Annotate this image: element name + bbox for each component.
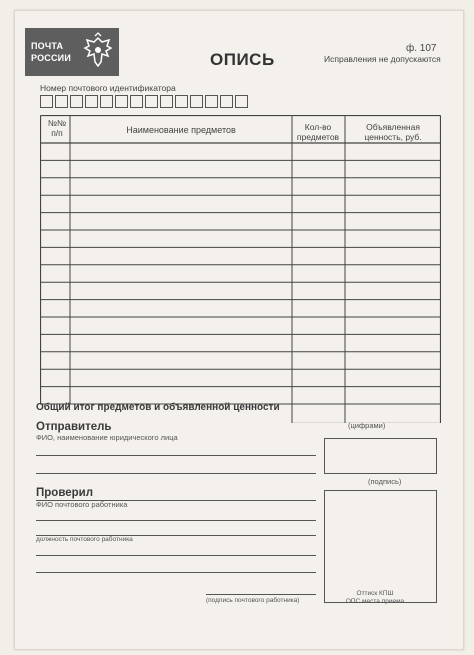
column-header-number (44, 118, 70, 138)
total-label: Общий итог предметов и объявленной ценности (36, 402, 280, 413)
tracking-id-label: Номер почтового идентификатора (40, 83, 176, 93)
page-title: ОПИСЬ (210, 50, 275, 69)
tracking-id-box[interactable] (235, 95, 248, 108)
tracking-id-box[interactable] (160, 95, 173, 108)
position-line-2[interactable] (36, 572, 316, 573)
tracking-id-box[interactable] (190, 95, 203, 108)
sender-heading: Отправитель (36, 421, 112, 433)
tracking-id-box[interactable] (145, 95, 158, 108)
items-table (40, 115, 441, 423)
column-header-name-text: Наименование предметов (126, 125, 236, 135)
russian-post-logo (25, 28, 119, 76)
position-caption: должность почтового работника (36, 536, 133, 543)
column-header-name (72, 125, 290, 135)
form-number: ф. 107 (406, 43, 437, 54)
tracking-id-box[interactable] (85, 95, 98, 108)
eagle-emblem-icon (81, 32, 115, 72)
sender-name-line-1[interactable] (36, 455, 316, 456)
tracking-id-box[interactable] (100, 95, 113, 108)
checked-subtitle: ФИО почтового работника (36, 500, 128, 509)
sender-signature-box[interactable] (324, 438, 437, 474)
tracking-id-box[interactable] (175, 95, 188, 108)
signature-caption: (подпись) (368, 477, 402, 486)
tracking-id-box[interactable] (220, 95, 233, 108)
sender-name-line-2[interactable] (36, 473, 316, 474)
post-office-stamp-box[interactable] (324, 490, 437, 603)
tracking-id-box[interactable] (55, 95, 68, 108)
position-line-1[interactable] (36, 555, 316, 556)
items-table-grid (40, 115, 441, 423)
sender-subtitle: ФИО, наименование юридического лица (36, 433, 178, 442)
checked-heading: Проверил (36, 487, 94, 499)
tracking-id-box[interactable] (70, 95, 83, 108)
worker-signature-caption: (подпись почтового работника) (206, 597, 300, 604)
column-header-value-text: Объявленная ценность, руб. (364, 122, 422, 142)
worker-signature-line[interactable] (206, 594, 316, 595)
digits-caption: (цифрами) (348, 421, 386, 430)
column-header-number-text: №№ п/п (47, 118, 67, 138)
logo-line-2: РОССИИ (31, 53, 72, 63)
tracking-id-box[interactable] (130, 95, 143, 108)
tracking-id-box[interactable] (205, 95, 218, 108)
tracking-id-box[interactable] (40, 95, 53, 108)
tracking-id-boxes[interactable] (40, 95, 250, 108)
logo-line-1: ПОЧТА (31, 41, 64, 51)
tracking-id-box[interactable] (115, 95, 128, 108)
no-corrections-note: Исправления не допускаются (324, 54, 441, 64)
stamp-caption: Оттиск КПШ ОПС места приема (345, 590, 405, 605)
column-header-quantity-text: Кол-во предметов (296, 122, 340, 142)
column-header-value (346, 122, 440, 142)
column-header-quantity (292, 122, 344, 142)
worker-name-line[interactable] (36, 520, 316, 521)
